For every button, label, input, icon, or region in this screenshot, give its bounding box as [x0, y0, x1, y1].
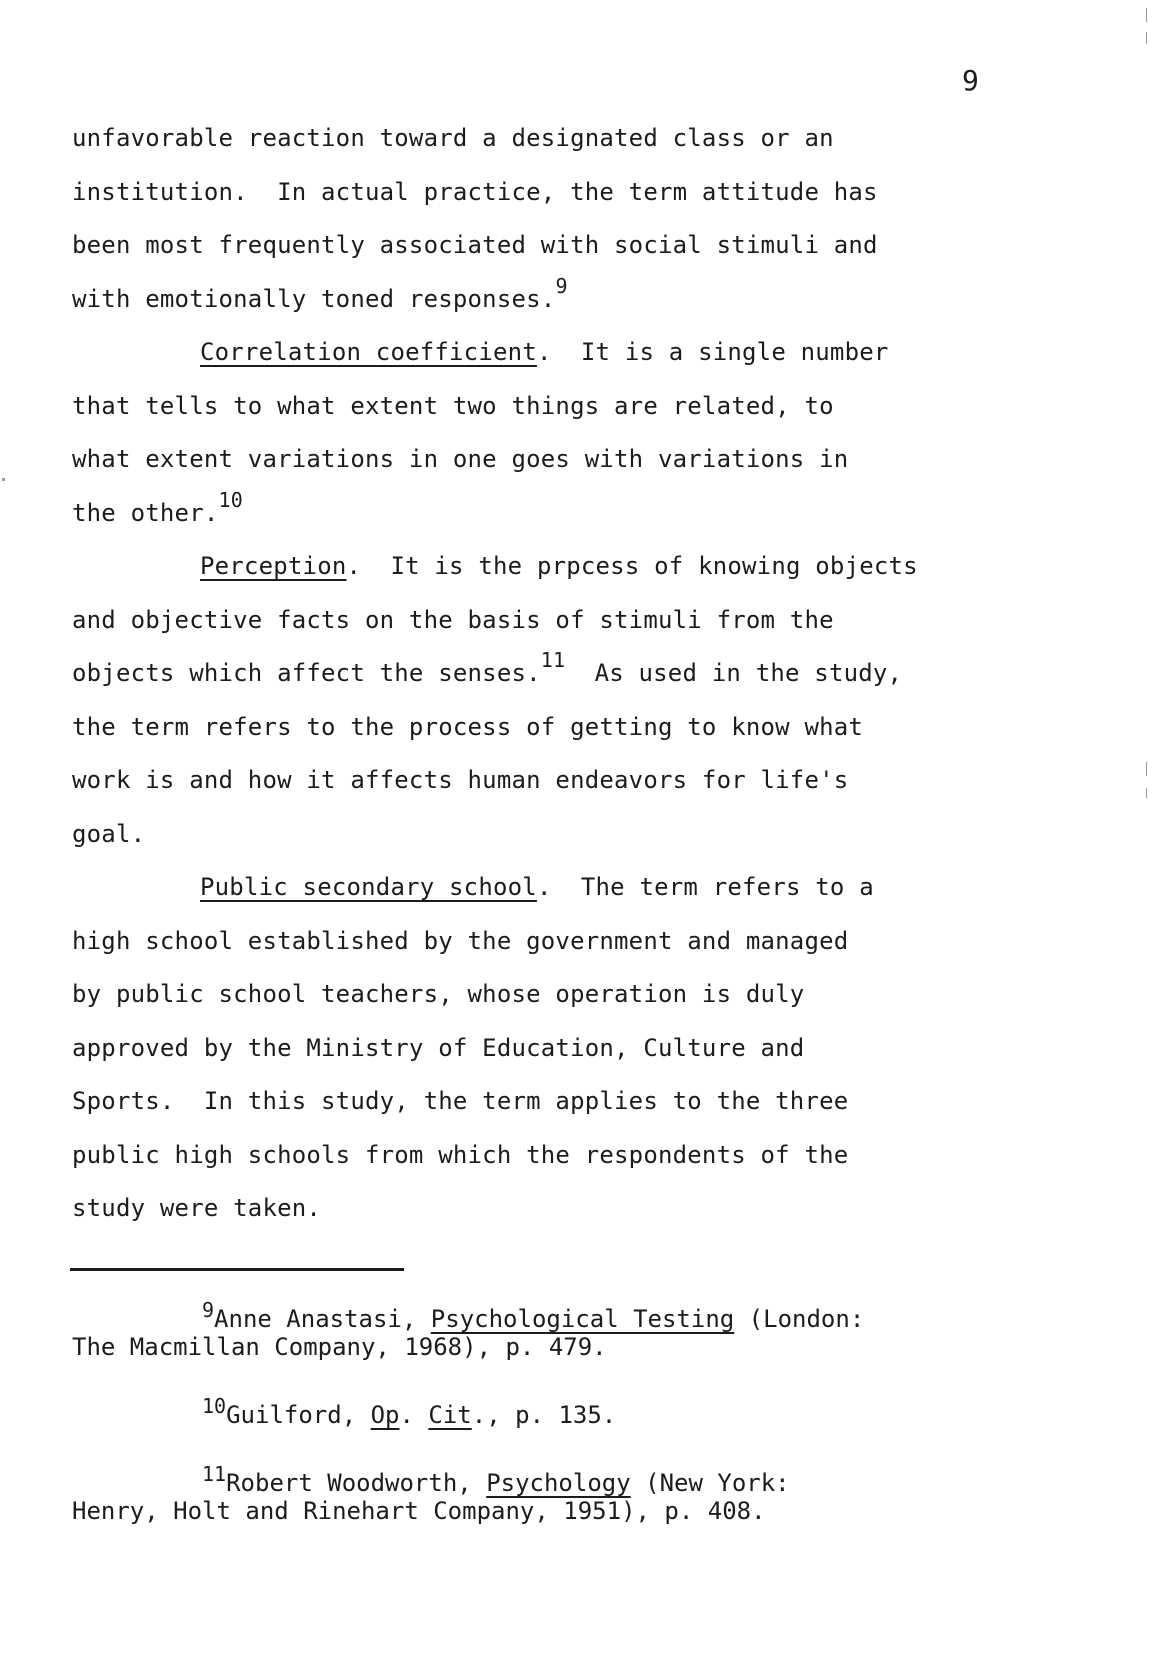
- paragraph-line: unfavorable reaction toward a designated class or an: [72, 124, 834, 152]
- footnote-line: [72, 1462, 1072, 1497]
- scan-artifact: [2, 478, 5, 481]
- line-text: the other.: [72, 498, 219, 527]
- paragraph-line: work is and how it affects human endeavors for life's: [72, 766, 849, 794]
- paragraph-line: study were taken.: [72, 1194, 322, 1222]
- line-text: . It is a single number: [536, 338, 889, 366]
- scan-artifact: [1146, 32, 1147, 44]
- line-text: . It is the prpcess of knowing objects: [346, 552, 918, 580]
- paragraph-line: and objective facts on the basis of stimuli from the: [72, 605, 834, 634]
- paragraph-line: what extent variations in one goes with variations in: [72, 445, 849, 473]
- footnote-line: The Macmillan Company, 1968), p. 479.: [72, 1333, 607, 1361]
- paragraph-line: public high schools from which the respondents of the: [72, 1140, 849, 1169]
- body-text: [72, 112, 1072, 1236]
- footnote-author: Robert Woodworth,: [226, 1469, 487, 1497]
- definition-line: [72, 326, 1072, 380]
- footnote-text: (London:: [734, 1305, 865, 1333]
- paragraph-line: institution. In actual practice, the term attitude has: [72, 177, 878, 206]
- line-text: with emotionally toned responses.: [72, 284, 556, 313]
- page-number: 9: [962, 64, 979, 97]
- line-text: . The term refers to a: [536, 873, 874, 901]
- footnote-number: 9: [202, 1298, 215, 1322]
- scan-artifact: [1146, 762, 1147, 776]
- footnote-author: Guilford,: [226, 1401, 371, 1429]
- definition-line: [72, 540, 1072, 594]
- footnote-cit: Cit: [428, 1401, 472, 1429]
- paragraph-line: that tells to what extent two things are related, to: [72, 391, 834, 420]
- paragraph-line: Sports. In this study, the term applies to the three: [72, 1087, 849, 1115]
- footnote-ref: 9: [555, 273, 568, 298]
- footnote-title: Psychology: [486, 1469, 631, 1497]
- line-text: objects which affect the senses.: [72, 659, 541, 687]
- paragraph-line: by public school teachers, whose operation is duly: [72, 980, 805, 1008]
- footnote-op: Op: [370, 1401, 400, 1429]
- footnotes: [72, 1298, 1072, 1565]
- footnote-ref: 10: [218, 487, 243, 512]
- scan-artifact: [1146, 788, 1147, 798]
- footnote-text: ., p. 135.: [471, 1401, 617, 1429]
- footnote-number: 10: [202, 1394, 227, 1418]
- footnote-9: [72, 1298, 1072, 1361]
- scan-artifact: [1146, 8, 1147, 22]
- footnote-title: Psychological Testing: [430, 1305, 735, 1333]
- paragraph-line: [72, 647, 1072, 701]
- defined-term: Public secondary school: [200, 873, 537, 901]
- paragraph-line: goal.: [72, 819, 146, 848]
- footnote-author: Anne Anastasi,: [214, 1305, 431, 1333]
- footnote-10: [72, 1394, 1072, 1429]
- paragraph-line: been most frequently associated with social stimuli and: [72, 231, 878, 259]
- footnote-text: .: [399, 1401, 429, 1429]
- paragraph-line: high school established by the government and managed: [72, 926, 849, 955]
- paragraph-line: the term refers to the process of getting to know what: [72, 712, 864, 741]
- footnote-11: [72, 1462, 1072, 1525]
- footnote-line: Henry, Holt and Rinehart Company, 1951), p. 408.: [72, 1497, 766, 1525]
- footnote-line: [72, 1394, 1072, 1429]
- paragraph-line: [72, 273, 1072, 327]
- footnote-number: 11: [202, 1462, 227, 1486]
- paragraph-line: [72, 487, 1072, 541]
- defined-term: Correlation coefficient: [200, 338, 537, 366]
- footnote-line: [72, 1298, 1072, 1333]
- footnote-ref: 11: [540, 648, 566, 672]
- definition-line: [72, 861, 1072, 915]
- paragraph-line: approved by the Ministry of Education, Culture and: [72, 1033, 805, 1062]
- footnote-divider: [70, 1268, 404, 1271]
- defined-term: Perception: [200, 552, 347, 580]
- line-text: As used in the study,: [565, 659, 903, 687]
- footnote-text: (New York:: [630, 1469, 790, 1497]
